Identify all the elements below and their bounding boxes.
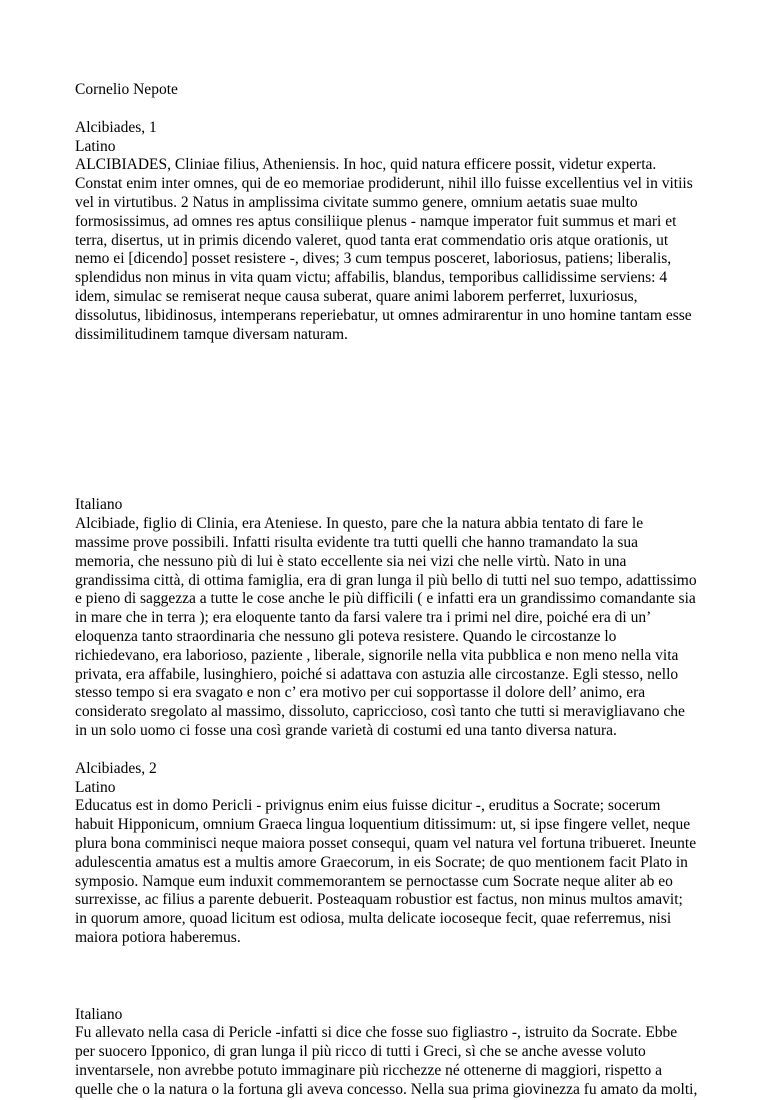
section-alcibiades-1-italian: [75, 496, 715, 740]
spacer: [75, 100, 715, 119]
language-label: Latino: [75, 778, 116, 796]
text-line: habuit Hipponicum, omnium Graeca lingua loquentium ditissimum: ut, si ipse fingere vellet, neque: [75, 816, 691, 834]
text-line: dissimilitudinem tamque diversam naturam.: [75, 325, 348, 343]
text-line: idem, simulac se remiserat neque causa suberat, quare animi laborem perferret, luxuriosus,: [75, 287, 638, 305]
text-line: grandissima città, di ottima famiglia, era di gran lunga il più bello di tutti nel suo tempo, adattissimo: [75, 571, 697, 589]
text-line: per suocero Ipponico, di gran lunga il più ricco di tutti i Greci, sì che se anche avesse voluto: [75, 1043, 646, 1061]
text-line: in un solo uomo ci fosse una così grande varietà di costumi ed una tanto diversa natura.: [75, 721, 617, 739]
document-title: Cornelio Nepote: [75, 81, 178, 98]
text-line: quelle che o la natura o la fortuna gli aveva concesso. Nella sua prima giovinezza fu amato da molti,: [75, 1080, 698, 1098]
text-line: in mare che in terra ); era eloquente tanto da farsi valere tra i primi nel dire, poiché era di un’: [75, 609, 652, 627]
text-line: maiora potiora haberemus.: [75, 928, 241, 946]
text-line: Educatus est in domo Pericli - privignus enim eius fuisse dicitur -, eruditus a Socrate; socerum: [75, 797, 661, 815]
text-line: splendidus non minus in vita quam victu; affabilis, blandus, temporibus callidissime serviens: 4: [75, 269, 668, 287]
text-line: Fu allevato nella casa di Pericle -infatti si dice che fosse suo figliastro -, istruito da Socrate. Ebbe: [75, 1024, 678, 1042]
text-line: formosissimus, ad omnes res aptus consiliique plenus - namque imperator fuit summus et mari et: [75, 212, 677, 230]
text-line: nemo ei [dicendo] posset resistere -, dives; 3 cum tempus posceret, laboriosus, patiens; liberalis,: [75, 250, 672, 268]
text-line: richiedevano, era laborioso, paziente , liberale, signorile nella vita pubblica e non meno nella vita: [75, 646, 679, 664]
text-line: memoria, che nessuno più di lui è stato eccellente sia nei vizi che nelle virtù. Nato in una: [75, 552, 627, 570]
text-line: massime prove possibili. Infatti risulta evidente tra tutti quelli che hanno tramandato la sua: [75, 533, 639, 551]
text-line: stesso tempo si era svagato e non c’ era motivo per cui sopportasse il dolore dell’ animo, era: [75, 684, 646, 702]
text-line: in quorum amore, quoad licitum est odiosa, multa delicate iocoseque fecit, quae referremus, nisi: [75, 910, 672, 928]
text-line: plura bona comminisci neque maiora posset consequi, quam vel natura vel fortuna tribueret. Ineunte: [75, 834, 697, 852]
spacer: [75, 344, 715, 420]
text-line: e pieno di saggezza a tutte le cose anche le più difficili ( e infatti era un grandissimo comandante sia: [75, 590, 696, 608]
text-line: terra, disertus, ut in primis dicendo valeret, quod tanta erat commendatio oris atque orationis, ut: [75, 231, 669, 249]
language-label: Italiano: [75, 1005, 123, 1023]
section-alcibiades-1-latin: [75, 119, 715, 345]
spacer: [75, 741, 715, 760]
text-line: dissolutus, libidinosus, intemperans reperiebatur, ut omnes admirarentur in uno homine tantam esse: [75, 306, 692, 324]
section-heading: Alcibiades, 1: [75, 118, 157, 136]
text-line: adulescentia amatus est a multis amore Graecorum, in eis Socrate; de quo mentionem facit Plato in: [75, 853, 688, 871]
text-line: vel in virtutibus. 2 Natus in amplissima civitate summo genere, omnium aetatis suae multo: [75, 193, 638, 211]
section-heading: Alcibiades, 2: [75, 759, 157, 777]
spacer: [75, 948, 715, 1006]
document-page: [75, 81, 715, 1100]
text-line: Alcibiade, figlio di Clinia, era Ateniese. In questo, pare che la natura abbia tentato di fare le: [75, 515, 644, 533]
language-label: Latino: [75, 137, 116, 155]
text-line: symposio. Namque eum induxit commemorantem se pernoctasse cum Socrate neque aliter ab eo: [75, 872, 673, 890]
section-alcibiades-2-latin: [75, 760, 715, 948]
section-alcibiades-2-italian: [75, 1006, 715, 1100]
text-line: considerato sregolato al massimo, dissoluto, capriccioso, così tanto che tutti si meravigliavano che: [75, 703, 685, 721]
spacer: [75, 420, 715, 496]
text-line: eloquenza tanto straordinaria che nessuno gli poteva resistere. Quando le circostanze lo: [75, 627, 617, 645]
text-line: surrexisse, ac filius a parente debuerit. Posteaquam robustior est factus, non minus multos amavit;: [75, 891, 683, 909]
text-line: Constat enim inter omnes, qui de eo memoriae prodiderunt, nihil illo fuisse excellentius vel in vitiis: [75, 175, 693, 193]
text-line: inventarsele, non avrebbe potuto immaginare più ricchezze né ottenerne di maggiori, rispetto a: [75, 1062, 663, 1080]
language-label: Italiano: [75, 496, 123, 514]
text-line: ALCIBIADES, Cliniae filius, Atheniensis. In hoc, quid natura efficere possit, videtur experta.: [75, 156, 657, 174]
text-line: privata, era affabile, lusinghiero, poiché si adattava con astuzia alle circostanze. Egli stesso, nello: [75, 665, 679, 683]
